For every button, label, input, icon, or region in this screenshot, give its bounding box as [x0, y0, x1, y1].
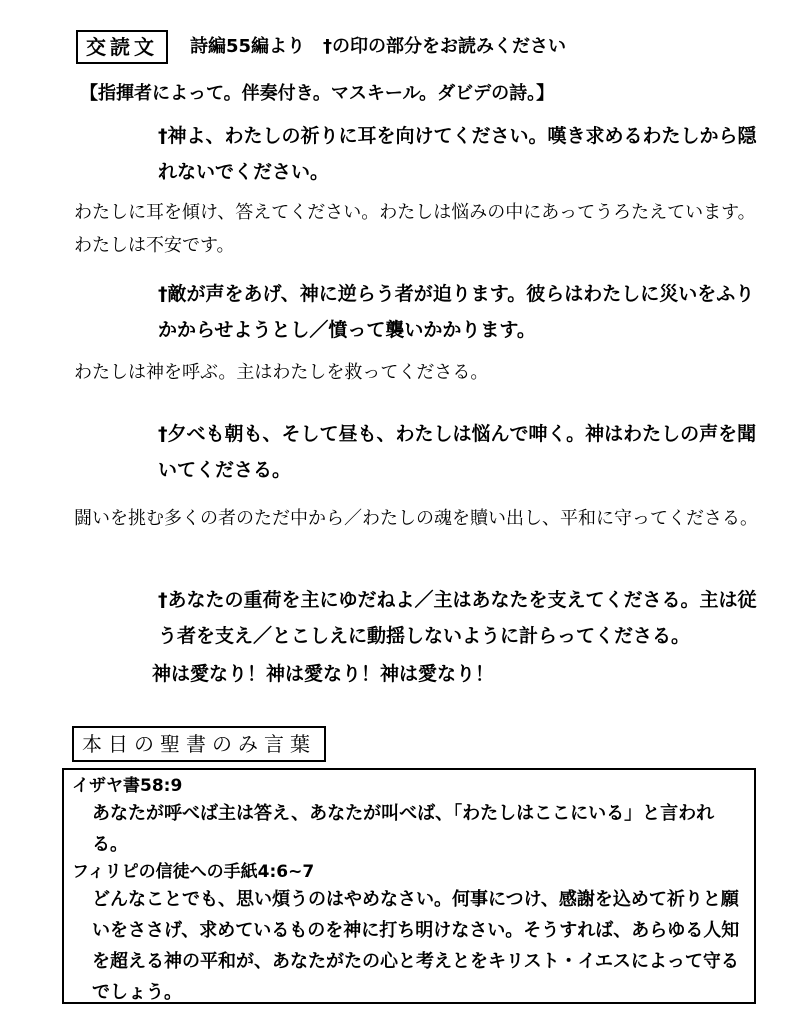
scripture-title: 本日の聖書のみ言葉 [72, 726, 326, 762]
leader-stanza-2: †敵が声をあげ、神に逆らう者が迫ります。彼らはわたしに災いをふりかからせようとし／憤って襲いかかります。 [158, 283, 755, 341]
leader-stanza-1: †神よ、わたしの祈りに耳を向けてください。嘆き求めるわたしから隠れないでください。 [158, 125, 757, 183]
people-stanza-1: わたしに耳を傾け、答えてください。わたしは悩みの中にあってうろたえています。わたしは不安です。 [74, 202, 756, 256]
responsive-reading-label: 交読文 [76, 30, 168, 64]
leader-stanza-3: †夕べも朝も、そして昼も、わたしは悩んで呻く。神はわたしの声を聞いてくださる。 [158, 423, 757, 481]
people-stanza-3: 闘いを挑む多くの者のただ中から／わたしの魂を贖い出し、平和に守ってくださる。 [74, 508, 758, 529]
passage-text: あなたが呼べば主は答え、あなたが叫べば、「わたしはここにいる」と言われる。 [92, 803, 715, 855]
leader-stanza-4: †あなたの重荷を主にゆだねよ／主はあなたを支えてくださる。主は従う者を支え／とこしえに動揺しないように計らってくださる。 [158, 589, 757, 647]
passage-reference: フィリピの信徒への手紙4:6~7 [72, 862, 315, 882]
passage-reference: イザヤ書58:9 [72, 776, 183, 796]
psalm-reference: 詩編55編より †の印の部分をお読みください [190, 36, 567, 57]
psalm-superscription: 【指揮者によって。伴奏付き。マスキール。ダビデの詩。】 [80, 83, 555, 104]
passage-text: どんなことでも、思い煩うのはやめなさい。何事につけ、感謝を込めて祈りと願いをささげ、求めているものを神に打ち明けなさい。そうすれば、あらゆる人知を超える神の平和が、あなたがたの心と考えとをキリスト・イエスによって守るでしょう。 [92, 889, 740, 1003]
leader-stanza-5: 神は愛なり！神は愛なり！神は愛なり！ [152, 663, 495, 685]
scripture-box [62, 768, 756, 1004]
header [76, 30, 566, 64]
people-stanza-2: わたしは神を呼ぶ。主はわたしを救ってくださる。 [74, 362, 489, 383]
